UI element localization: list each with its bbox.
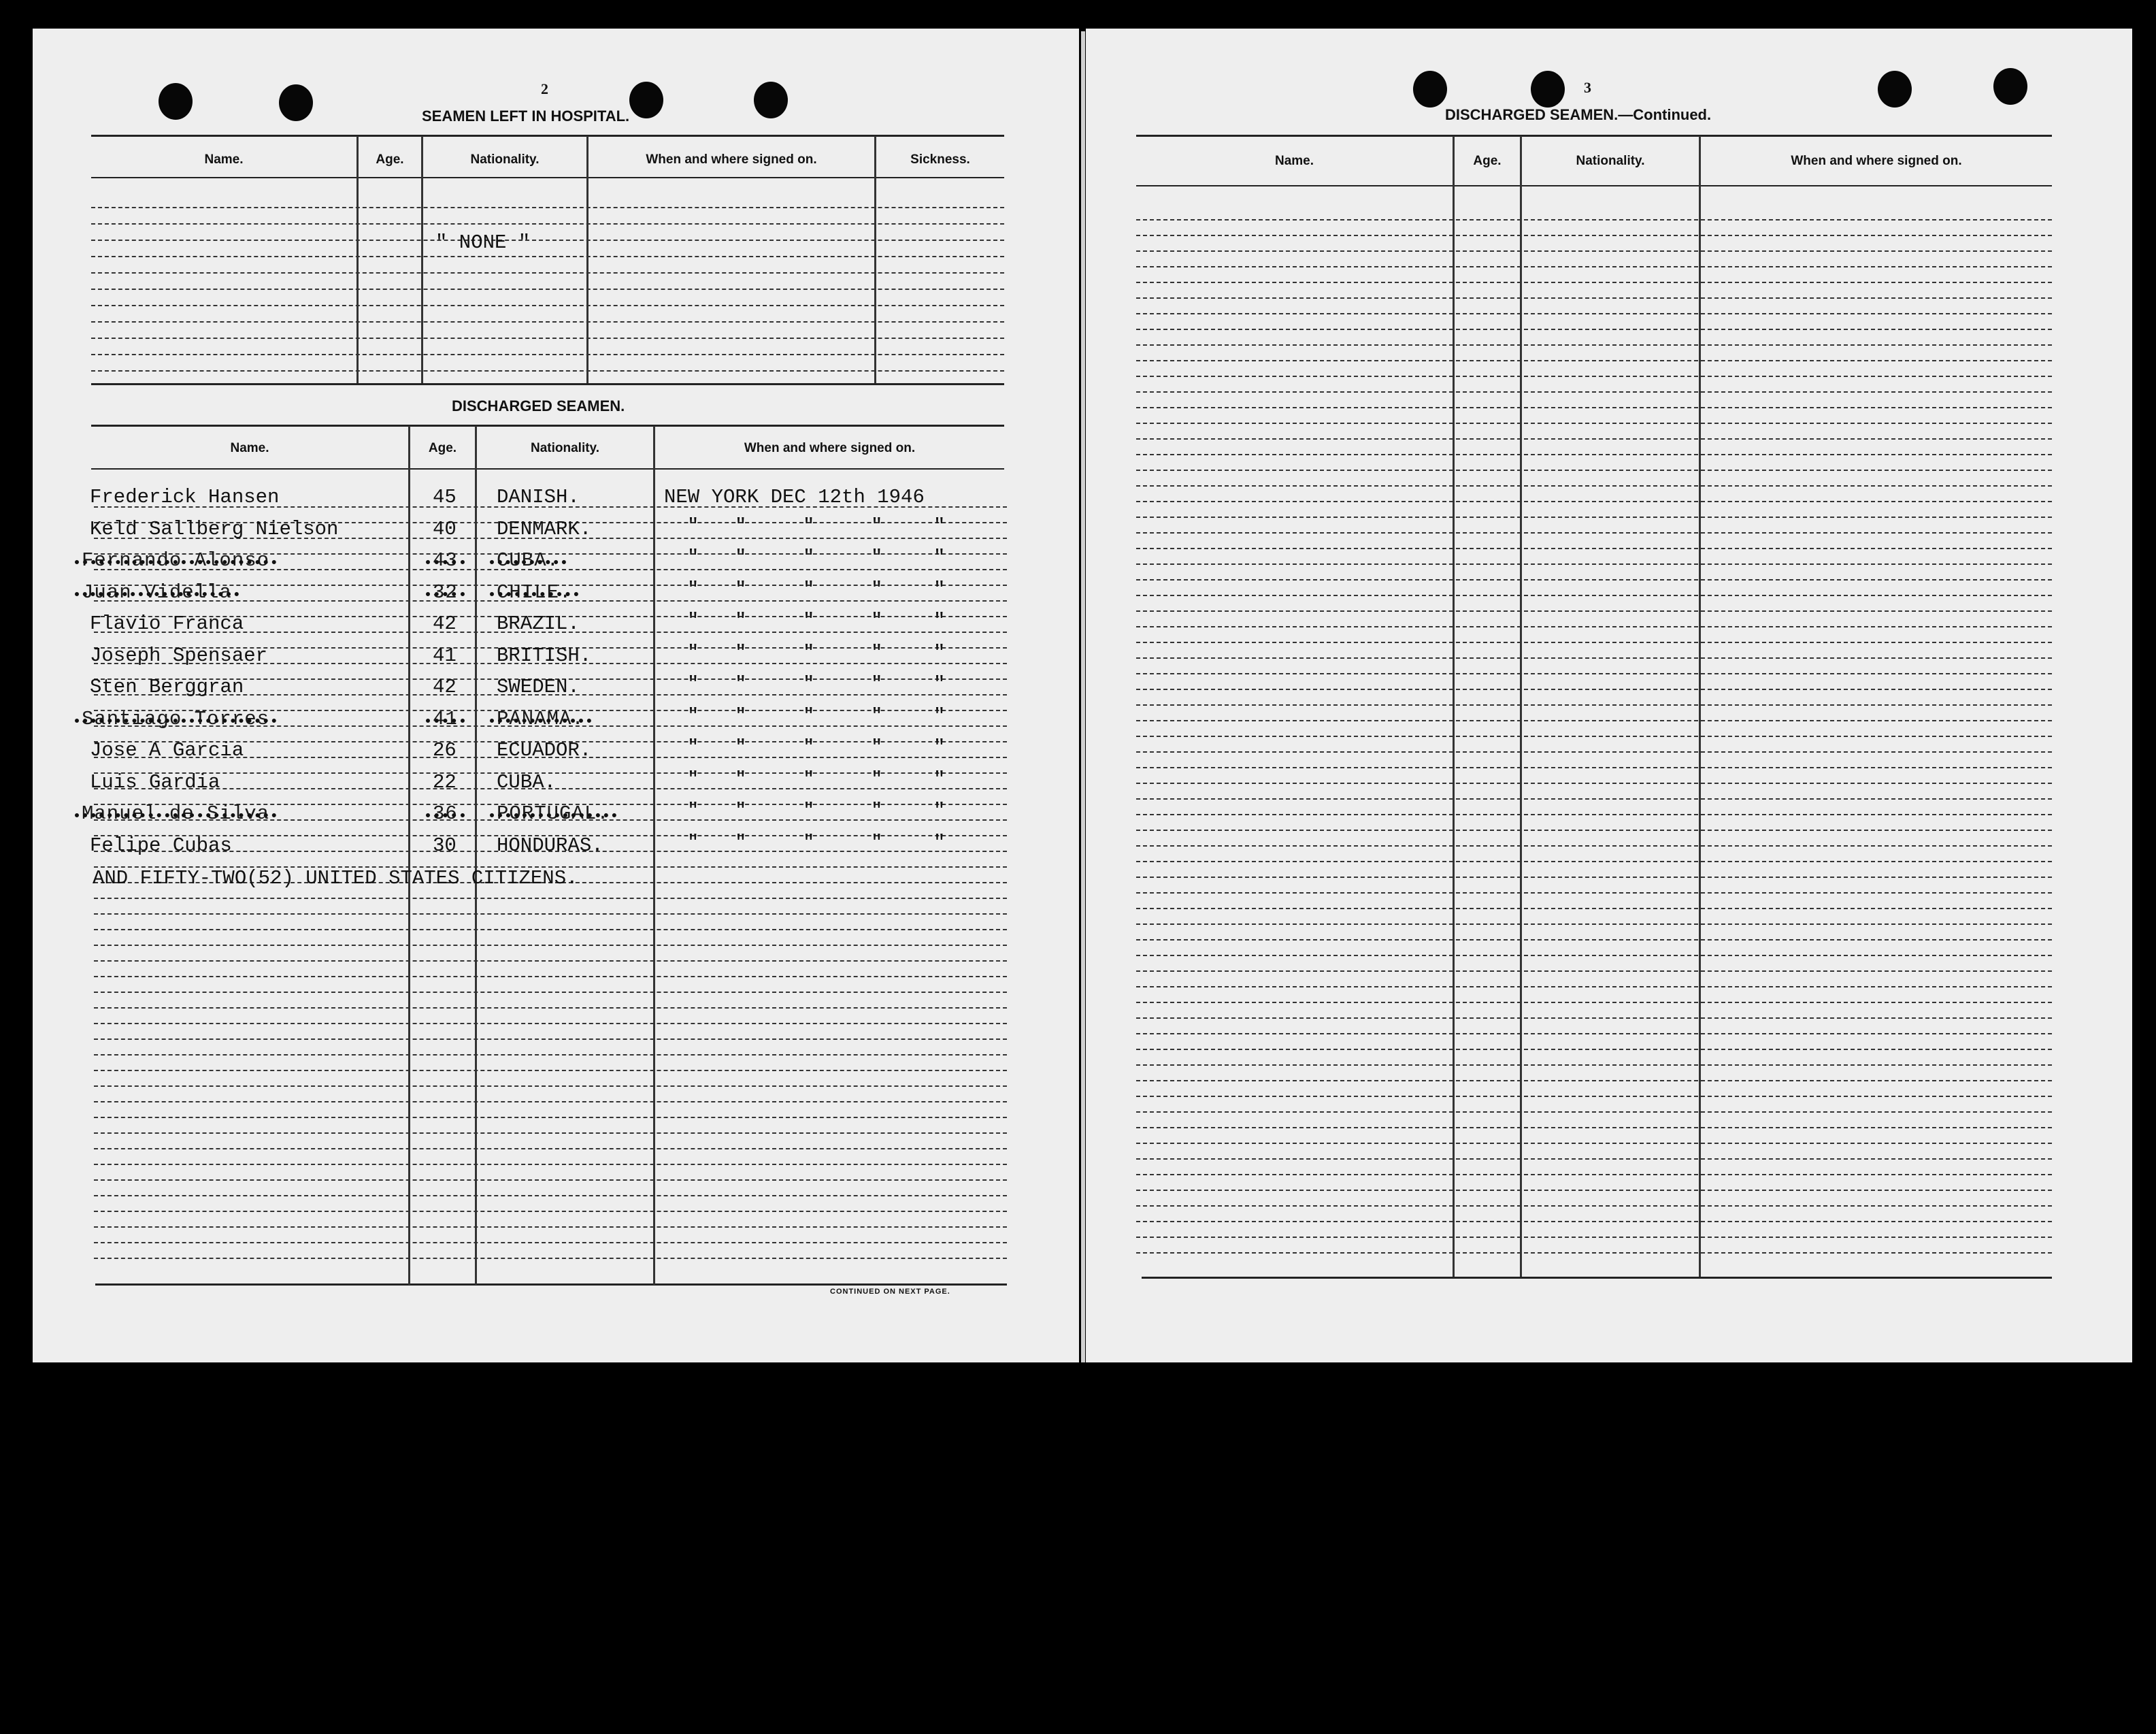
ruled-line bbox=[1136, 548, 2052, 549]
ruled-line bbox=[94, 1101, 1007, 1102]
ruled-line bbox=[1136, 1080, 2052, 1081]
ruled-line bbox=[94, 1195, 1007, 1196]
punch-hole bbox=[1531, 71, 1565, 108]
ruled-line bbox=[94, 1226, 1007, 1228]
ruled-line bbox=[1136, 376, 2052, 377]
seaman-name: Luis Gardia bbox=[90, 770, 220, 794]
ditto-mark: " bbox=[803, 641, 815, 664]
ruled-line bbox=[1136, 1190, 2052, 1191]
ruled-line bbox=[94, 929, 1007, 930]
hospital-header-nationality: Nationality. bbox=[470, 152, 540, 167]
ditto-mark: " bbox=[735, 578, 747, 601]
hospital-table-header-rule bbox=[91, 177, 1004, 178]
ruled-line bbox=[94, 1117, 1007, 1118]
ditto-mark: " bbox=[933, 800, 946, 822]
ruled-line bbox=[1136, 610, 2052, 612]
ruled-line bbox=[1136, 266, 2052, 267]
ditto-mark: " bbox=[687, 578, 699, 601]
right-header-nationality: Nationality. bbox=[1576, 154, 1645, 168]
ditto-mark: " bbox=[871, 610, 883, 632]
seaman-nationality: PORTUGAL. bbox=[497, 802, 610, 825]
hospital-entry: " NONE " bbox=[435, 231, 531, 254]
ruled-line bbox=[94, 1211, 1007, 1212]
ruled-line bbox=[1136, 845, 2052, 847]
ditto-mark: " bbox=[871, 831, 883, 854]
seaman-nationality: ECUADOR. bbox=[497, 739, 592, 762]
seaman-nationality: DENMARK. bbox=[497, 517, 592, 540]
ruled-line bbox=[94, 1132, 1007, 1134]
ruled-line bbox=[1136, 1174, 2052, 1175]
ruled-line bbox=[91, 338, 1004, 339]
ruled-line bbox=[94, 976, 1007, 977]
discharged-continued-title: DISCHARGED SEAMEN.—Continued. bbox=[1445, 106, 1712, 123]
seaman-name: Flavio Franca bbox=[90, 612, 244, 635]
ruled-line bbox=[1136, 1143, 2052, 1144]
ruled-line bbox=[91, 370, 1004, 372]
seaman-age: 40 bbox=[433, 517, 457, 540]
ruled-line bbox=[1136, 1205, 2052, 1207]
ruled-line bbox=[1136, 1049, 2052, 1050]
seaman-name: Joseph Spensaer bbox=[90, 644, 268, 667]
discharged-header-age: Age. bbox=[428, 441, 457, 455]
ditto-mark: " bbox=[933, 831, 946, 854]
ruled-line bbox=[94, 913, 1007, 915]
seaman-age: 45 bbox=[433, 486, 457, 508]
page-number: 3 bbox=[1584, 79, 1591, 96]
ruled-line bbox=[91, 272, 1004, 274]
ditto-mark: " bbox=[735, 704, 747, 727]
seaman-age: 30 bbox=[433, 834, 457, 857]
ditto-mark: " bbox=[933, 673, 946, 696]
ditto-mark: " bbox=[803, 546, 815, 569]
ruled-line bbox=[1136, 517, 2052, 518]
ruled-line bbox=[1136, 360, 2052, 361]
ruled-line bbox=[1136, 830, 2052, 831]
column-rule bbox=[653, 426, 655, 1285]
discharged-table-header-rule bbox=[91, 468, 1004, 470]
seaman-name: Frederick Hansen bbox=[90, 486, 280, 508]
ruled-line bbox=[1136, 579, 2052, 580]
ruled-line bbox=[94, 898, 1007, 899]
seaman-name: Sten Berggran bbox=[90, 676, 244, 698]
ruled-line bbox=[91, 289, 1004, 290]
ditto-mark: " bbox=[735, 768, 747, 791]
punch-hole bbox=[754, 82, 788, 118]
hospital-table-bottom-rule bbox=[91, 383, 1004, 385]
ruled-line bbox=[1136, 282, 2052, 283]
ruled-line bbox=[1136, 783, 2052, 784]
right-table-top-rule bbox=[1136, 135, 2052, 137]
ruled-line bbox=[94, 1164, 1007, 1165]
ruled-line bbox=[1136, 720, 2052, 721]
ruled-line bbox=[1136, 626, 2052, 627]
ditto-mark: " bbox=[871, 736, 883, 759]
ruled-line bbox=[1136, 1033, 2052, 1034]
ditto-mark: " bbox=[933, 546, 946, 569]
ditto-mark: " bbox=[687, 514, 699, 538]
ruled-line bbox=[1136, 1221, 2052, 1222]
ditto-mark: " bbox=[687, 673, 699, 696]
ditto-mark: " bbox=[687, 610, 699, 632]
ditto-mark: " bbox=[803, 704, 815, 727]
ditto-mark: " bbox=[735, 736, 747, 759]
ruled-line bbox=[94, 1070, 1007, 1071]
ruled-line bbox=[91, 256, 1004, 257]
column-rule bbox=[1453, 136, 1455, 1277]
seaman-nationality: CHILE. bbox=[497, 580, 572, 604]
ditto-mark: " bbox=[871, 546, 883, 569]
ruled-line bbox=[1136, 329, 2052, 330]
punch-hole bbox=[159, 83, 193, 120]
ditto-mark: " bbox=[871, 514, 883, 538]
punch-hole bbox=[1993, 68, 2027, 105]
seaman-name: Fernando Alonso bbox=[82, 549, 270, 572]
seaman-nationality: BRAZIL. bbox=[497, 612, 580, 635]
ruled-line bbox=[1136, 595, 2052, 596]
ditto-mark: " bbox=[735, 641, 747, 664]
ruled-line bbox=[1136, 1002, 2052, 1003]
ditto-mark: " bbox=[803, 800, 815, 822]
ruled-line bbox=[94, 1054, 1007, 1056]
ruled-line bbox=[91, 305, 1004, 306]
ruled-line bbox=[91, 240, 1004, 241]
ruled-line bbox=[1136, 970, 2052, 972]
page-number: 2 bbox=[541, 80, 548, 97]
punch-hole bbox=[629, 82, 663, 118]
seaman-name: Keld Sallberg Nielson bbox=[90, 517, 339, 540]
ruled-line bbox=[94, 1038, 1007, 1040]
ruled-line bbox=[1136, 407, 2052, 408]
ruled-line bbox=[1136, 877, 2052, 878]
ruled-line bbox=[91, 207, 1004, 208]
ruled-line bbox=[1136, 1096, 2052, 1097]
ruled-line bbox=[91, 223, 1004, 225]
hospital-section-title: SEAMEN LEFT IN HOSPITAL. bbox=[422, 108, 630, 125]
seaman-nationality: CUBA. bbox=[497, 770, 557, 794]
ditto-mark: " bbox=[933, 610, 946, 632]
ditto-mark: " bbox=[803, 610, 815, 632]
ruled-line bbox=[1136, 344, 2052, 346]
ruled-line bbox=[1136, 814, 2052, 815]
ditto-mark: " bbox=[871, 800, 883, 822]
ruled-line bbox=[1136, 501, 2052, 502]
ditto-mark: " bbox=[687, 546, 699, 569]
discharged-table-top-rule bbox=[91, 425, 1004, 427]
ditto-mark: " bbox=[933, 768, 946, 791]
right-header-name: Name. bbox=[1274, 154, 1314, 168]
ditto-mark: " bbox=[803, 578, 815, 601]
seaman-nationality: BRITISH. bbox=[497, 644, 592, 667]
discharged-table-bottom-rule bbox=[95, 1283, 1007, 1286]
hospital-header-signed-on: When and where signed on. bbox=[646, 152, 817, 167]
ditto-mark: " bbox=[735, 673, 747, 696]
ruled-line bbox=[1136, 908, 2052, 909]
ditto-mark: " bbox=[803, 736, 815, 759]
ruled-line bbox=[1136, 1252, 2052, 1254]
right-header-signed-on: When and where signed on. bbox=[1791, 154, 1962, 168]
column-rule bbox=[421, 136, 423, 383]
ditto-mark: " bbox=[687, 800, 699, 822]
ruled-line bbox=[94, 992, 1007, 993]
ruled-line bbox=[94, 1242, 1007, 1243]
ruled-line bbox=[1136, 923, 2052, 925]
column-rule bbox=[1699, 136, 1701, 1277]
ruled-line bbox=[1136, 751, 2052, 753]
ditto-mark: " bbox=[871, 641, 883, 664]
ruled-line bbox=[1136, 642, 2052, 643]
ruled-line bbox=[1136, 704, 2052, 706]
seaman-age: 42 bbox=[433, 676, 457, 698]
ruled-line bbox=[1136, 485, 2052, 487]
ruled-line bbox=[1136, 313, 2052, 314]
seaman-nationality: PANAMA. bbox=[497, 707, 584, 730]
ruled-line bbox=[1136, 235, 2052, 236]
ditto-mark: " bbox=[871, 768, 883, 791]
ditto-mark: " bbox=[803, 768, 815, 791]
seaman-age: 42 bbox=[433, 612, 457, 635]
ditto-mark: " bbox=[687, 704, 699, 727]
ditto-mark: " bbox=[871, 578, 883, 601]
ditto-mark: " bbox=[735, 610, 747, 632]
seaman-name: Santiago Torres bbox=[82, 707, 270, 730]
ruled-line bbox=[1136, 861, 2052, 862]
seaman-age: 32 bbox=[433, 580, 458, 604]
ruled-line bbox=[1136, 673, 2052, 674]
ruled-line bbox=[1136, 1064, 2052, 1066]
ruled-line bbox=[1136, 1158, 2052, 1160]
ruled-line bbox=[1136, 892, 2052, 894]
seaman-nationality: CUBA. bbox=[497, 549, 560, 572]
ruled-line bbox=[1136, 391, 2052, 393]
column-rule bbox=[874, 136, 876, 383]
seaman-nationality: SWEDEN. bbox=[497, 676, 580, 698]
ditto-mark: " bbox=[735, 546, 747, 569]
ruled-line bbox=[1136, 1127, 2052, 1128]
punch-hole bbox=[1878, 71, 1912, 108]
column-rule bbox=[475, 426, 477, 1285]
ruled-line bbox=[91, 354, 1004, 355]
ditto-mark: " bbox=[735, 831, 747, 854]
ruled-line bbox=[1136, 297, 2052, 299]
discharged-header-signed-on: When and where signed on. bbox=[744, 441, 916, 455]
ditto-mark: " bbox=[933, 736, 946, 759]
right-header-age: Age. bbox=[1473, 154, 1502, 168]
hospital-header-sickness: Sickness. bbox=[910, 152, 970, 167]
ruled-line bbox=[1136, 939, 2052, 940]
punch-hole bbox=[279, 84, 313, 121]
ruled-line bbox=[1136, 1237, 2052, 1238]
column-rule bbox=[586, 136, 588, 383]
ditto-mark: " bbox=[687, 831, 699, 854]
ruled-line bbox=[1136, 1017, 2052, 1019]
seaman-name: Jose A Garcia bbox=[90, 739, 244, 762]
ruled-line bbox=[1136, 1111, 2052, 1113]
right-table-bottom-rule bbox=[1142, 1277, 2052, 1279]
ruled-line bbox=[1136, 219, 2052, 220]
punch-hole bbox=[1413, 71, 1447, 108]
continued-footer: CONTINUED ON NEXT PAGE. bbox=[830, 1288, 950, 1296]
seaman-name: Felipe Cubas bbox=[90, 834, 232, 857]
ruled-line bbox=[1136, 563, 2052, 565]
ruled-line bbox=[94, 1085, 1007, 1087]
right-table-header-rule bbox=[1136, 185, 2052, 186]
seaman-age: 22 bbox=[433, 770, 457, 794]
ruled-line bbox=[94, 945, 1007, 946]
seaman-age: 41 bbox=[433, 707, 458, 730]
ditto-mark: " bbox=[871, 673, 883, 696]
ditto-mark: " bbox=[933, 514, 946, 538]
ditto-mark: " bbox=[933, 641, 946, 664]
seaman-name: Manuel de Silva bbox=[82, 802, 270, 825]
seaman-age: 36 bbox=[433, 802, 458, 825]
ditto-mark: " bbox=[687, 641, 699, 664]
ruled-line bbox=[1136, 470, 2052, 471]
ditto-mark: " bbox=[803, 831, 815, 854]
seaman-age: 41 bbox=[433, 644, 457, 667]
ruled-line bbox=[94, 1258, 1007, 1259]
right-page bbox=[1086, 29, 2132, 1362]
ditto-mark: " bbox=[687, 768, 699, 791]
ditto-mark: " bbox=[735, 514, 747, 538]
column-rule bbox=[408, 426, 410, 1285]
seaman-nationality: DANISH. bbox=[497, 486, 580, 508]
ruled-line bbox=[94, 960, 1007, 962]
ruled-line bbox=[1136, 986, 2052, 987]
ditto-mark: " bbox=[735, 800, 747, 822]
hospital-header-name: Name. bbox=[204, 152, 244, 167]
seaman-age: 43 bbox=[433, 549, 458, 572]
ditto-mark: " bbox=[933, 578, 946, 601]
ditto-mark: " bbox=[803, 514, 815, 538]
ruled-line bbox=[1136, 689, 2052, 690]
ditto-mark: " bbox=[687, 736, 699, 759]
ditto-mark: " bbox=[871, 704, 883, 727]
ruled-line bbox=[1136, 250, 2052, 252]
ruled-line bbox=[94, 1148, 1007, 1149]
center-fold bbox=[1081, 31, 1085, 1362]
summary-line: AND FIFTY-TWO(52) UNITED STATES CITIZENS. bbox=[93, 867, 578, 889]
ruled-line bbox=[94, 1023, 1007, 1024]
discharged-section-title: DISCHARGED SEAMEN. bbox=[452, 397, 625, 414]
ruled-line bbox=[1136, 532, 2052, 534]
ruled-line bbox=[1136, 657, 2052, 659]
hospital-table-top-rule bbox=[91, 135, 1004, 137]
ditto-mark: " bbox=[803, 673, 815, 696]
ditto-mark: " bbox=[933, 704, 946, 727]
ruled-line bbox=[1136, 423, 2052, 424]
ruled-line bbox=[1136, 798, 2052, 800]
discharged-header-nationality: Nationality. bbox=[531, 441, 599, 455]
hospital-header-age: Age. bbox=[376, 152, 404, 167]
ruled-line bbox=[94, 1007, 1007, 1009]
seaman-name: Juan Vidella bbox=[82, 580, 232, 604]
ruled-line bbox=[1136, 767, 2052, 768]
column-rule bbox=[356, 136, 359, 383]
ruled-line bbox=[91, 321, 1004, 323]
ruled-line bbox=[1136, 736, 2052, 737]
signed-on: NEW YORK DEC 12th 1946 bbox=[664, 486, 925, 508]
ruled-line bbox=[1136, 438, 2052, 440]
ruled-line bbox=[1136, 454, 2052, 455]
ruled-line bbox=[94, 1179, 1007, 1181]
seaman-age: 26 bbox=[433, 739, 457, 762]
column-rule bbox=[1520, 136, 1522, 1277]
ruled-line bbox=[1136, 955, 2052, 956]
seaman-nationality: HONDURAS. bbox=[497, 834, 603, 857]
discharged-header-name: Name. bbox=[230, 441, 269, 455]
